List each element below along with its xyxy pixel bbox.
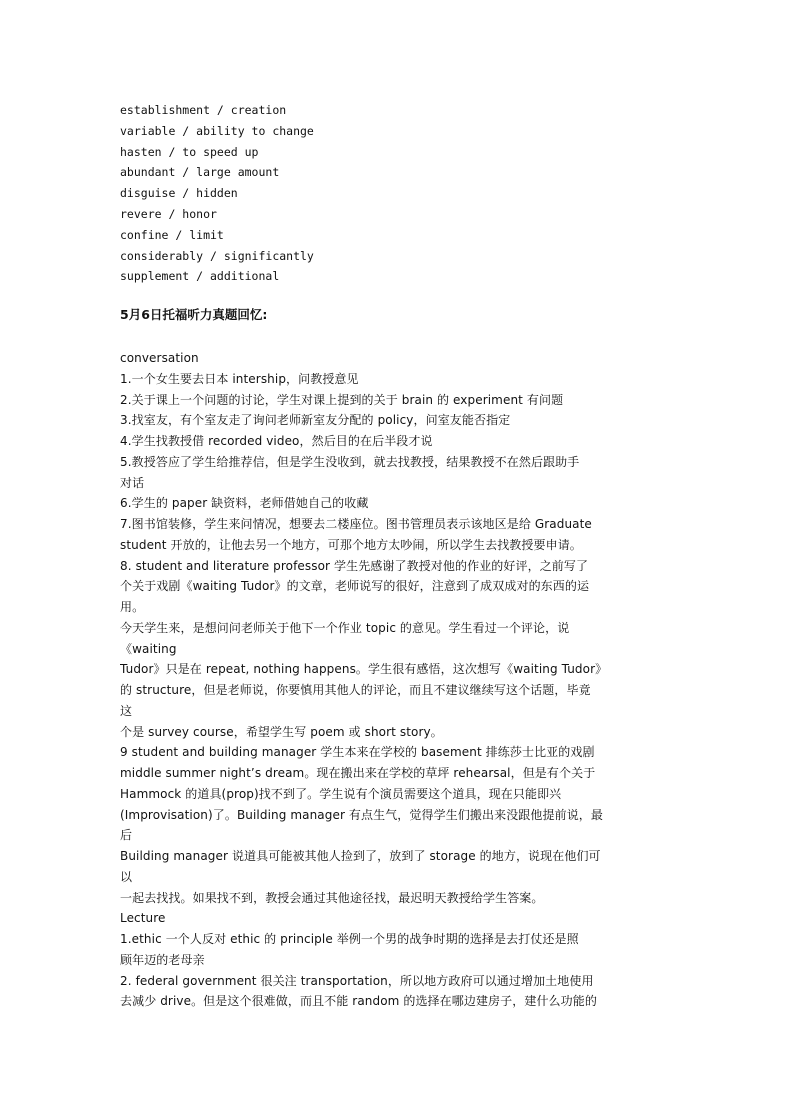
- vocab-line: supplement / additional: [120, 269, 280, 284]
- vocab-line: abundant / large amount: [120, 165, 280, 180]
- body-line: 个关于戏剧《waiting Tudor》的文章，老师说写的很好，注意到了成双成对的东西的运: [120, 579, 590, 594]
- vocab-line: disguise / hidden: [120, 186, 238, 201]
- body-line: student 开放的，让他去另一个地方，可那个地方太吵闹，所以学生去找教授要申请。: [120, 537, 582, 552]
- body-line: 顾年迈的老母亲: [120, 952, 205, 967]
- body-line: Hammock 的道具(prop)找不到了。学生说有个演员需要这个道具，现在只能即兴: [120, 786, 562, 801]
- vocab-line: establishment / creation: [120, 103, 287, 117]
- body-line: 4.学生找教授借 recorded video，然后目的在后半段才说: [120, 434, 433, 448]
- vocab-line: variable / ability to change: [120, 123, 314, 138]
- body-line: 今天学生来，是想问问老师关于他下一个作业 topic 的意见。学生看过一个评论，说: [120, 620, 570, 635]
- body-line: 对话: [120, 475, 145, 490]
- vocab-line: hasten / to speed up: [120, 144, 259, 159]
- body-line: Tudor》只是在 repeat, nothing happens。学生很有感悟，这次想写《waiting Tudor》: [120, 662, 608, 677]
- section-heading: 5月6日托福听力真题回忆:: [120, 307, 268, 322]
- body-line: 5.教授答应了学生给推荐信，但是学生没收到，就去找教授，结果教授不在然后跟助手: [120, 454, 580, 469]
- body-line: 《waiting: [120, 641, 177, 656]
- body-line: 个是 survey course，希望学生写 poem 或 short story。: [120, 724, 443, 739]
- vocab-line: considerably / significantly: [120, 248, 314, 263]
- body-line: 8. student and literature professor 学生先感谢了教授对他的作业的好评，之前写了: [120, 558, 589, 573]
- body-line: 9 student and building manager 学生本来在学校的 basement 排练莎士比亚的戏剧: [120, 745, 595, 760]
- vocab-line: revere / honor: [120, 207, 217, 221]
- body-line: 3.找室友，有个室友走了询问老师新室友分配的 policy，问室友能否指定: [120, 413, 511, 428]
- body-line: Lecture: [120, 911, 166, 926]
- vocab-line: confine / limit: [120, 227, 224, 242]
- body-line: 以: [120, 869, 133, 884]
- body-line: 用。: [120, 600, 145, 614]
- body-line: 7.图书馆装修，学生来问情况，想要去二楼座位。图书管理员表示该地区是给 Graduate: [120, 517, 592, 531]
- body-line: 1.ethic 一个人反对 ethic 的 principle 举例一个男的战争时期的选择是去打仗还是照: [120, 932, 579, 946]
- body-line: 去减少 drive。但是这个很难做，而且不能 random 的选择在哪边建房子，建什么功能的: [120, 994, 597, 1009]
- body-line: 这: [120, 703, 133, 718]
- body-line: (Improvisation)了。Building manager 有点生气，觉得学生们搬出来没跟他提前说，最: [120, 807, 603, 822]
- body-line: 一起去找找。如果找不到，教授会通过其他途径找，最迟明天教授给学生答案。: [120, 890, 544, 905]
- body-line: 1.一个女生要去日本 intership，问教授意见: [120, 371, 359, 386]
- body-line: 6.学生的 paper 缺资料，老师借她自己的收藏: [120, 496, 369, 511]
- body-line: middle summer night’s dream。现在搬出来在学校的草坪 rehearsal，但是有个关于: [120, 766, 596, 780]
- body-line: 的 structure，但是老师说，你要慎用其他人的评论，而且不建议继续写这个话题，毕竟: [120, 683, 591, 697]
- body-line: 后: [120, 828, 133, 843]
- body-line: Building manager 说道具可能被其他人捡到了，放到了 storage 的地方，说现在他们可: [120, 849, 601, 863]
- body-line: 2. federal government 很关注 transportation，所以地方政府可以通过增加土地使用: [120, 973, 594, 988]
- body-line: 2.关于课上一个问题的讨论，学生对课上提到的关于 brain 的 experiment 有问题: [120, 392, 564, 407]
- body-line: conversation: [120, 351, 199, 365]
